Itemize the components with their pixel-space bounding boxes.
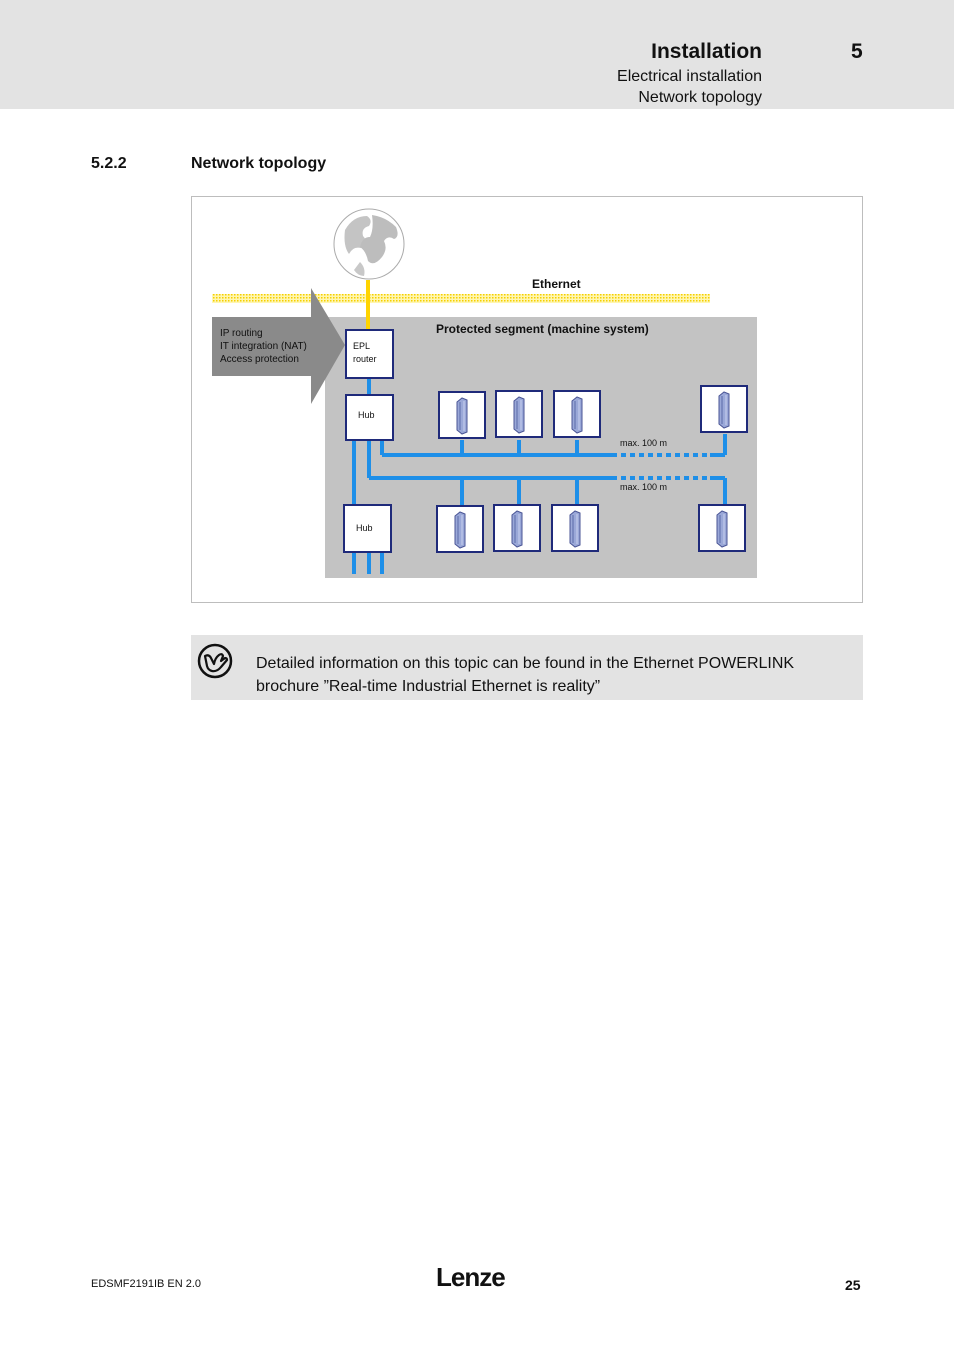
segment-label: Protected segment (machine system) (436, 322, 649, 336)
section-title: Network topology (191, 155, 327, 172)
pointing-hand-icon (197, 643, 233, 679)
distance-label-upper: max. 100 m (620, 438, 668, 448)
globe-icon (334, 209, 404, 279)
router-label-line1: EPL (353, 341, 371, 351)
drive-device (554, 391, 600, 437)
note-text: Detailed information on this topic can be found in the Ethernet POWERLINK brochure ”Real-time Industrial Ethernet is reality” (256, 655, 795, 695)
drive-device (699, 505, 745, 551)
network-topology-diagram (192, 197, 862, 602)
lenze-logo: Lenze (436, 1262, 505, 1292)
ethernet-bus (212, 294, 710, 303)
ethernet-label: Ethernet (532, 277, 581, 291)
chapter-number: 5 (851, 40, 863, 63)
router-label-line2: router (353, 354, 377, 364)
arrow-line-routing: IP routing (220, 328, 263, 339)
subsection-subtitle: Network topology (638, 89, 762, 106)
drive-device (552, 505, 598, 551)
chapter-title: Installation (651, 40, 762, 63)
drive-device (496, 391, 542, 437)
arrow-line-nat: IT integration (NAT) (220, 341, 307, 352)
document-id: EDSMF2191IB EN 2.0 (91, 1278, 202, 1290)
section-number: 5.2.2 (91, 155, 127, 172)
drive-device (494, 505, 540, 551)
drive-device (437, 506, 483, 552)
hub-label-bottom: Hub (356, 523, 373, 533)
distance-label-lower: max. 100 m (620, 482, 668, 492)
section-subtitle: Electrical installation (617, 68, 762, 85)
hub-label-top: Hub (358, 410, 375, 420)
drive-device (701, 386, 747, 432)
page-number: 25 (845, 1277, 861, 1293)
arrow-line-protection: Access protection (220, 354, 299, 365)
drive-device (439, 392, 485, 438)
header-band (0, 0, 954, 109)
